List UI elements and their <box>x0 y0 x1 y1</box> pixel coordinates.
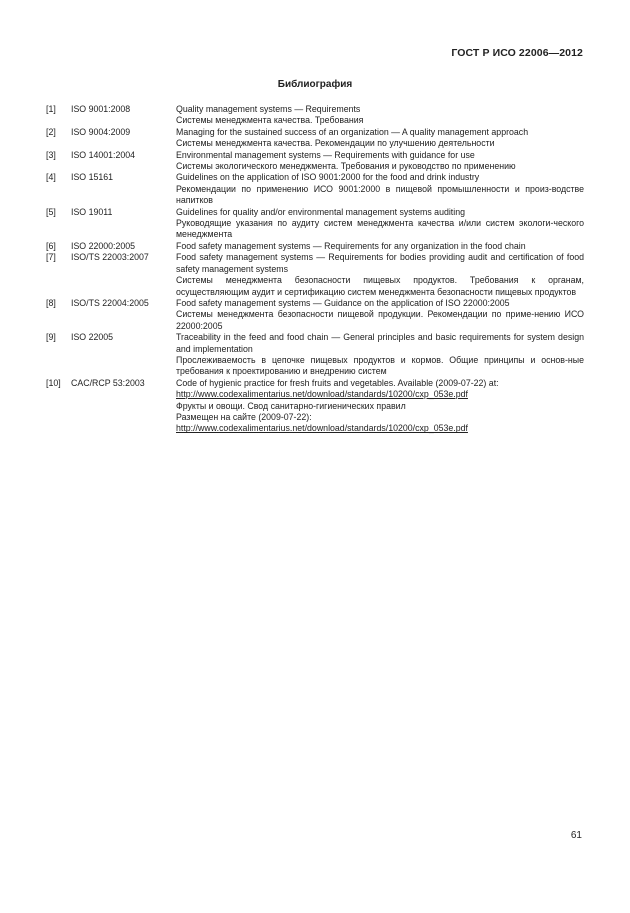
reference-body <box>176 150 584 173</box>
reference-line: Руководящие указания по аудиту систем менеджмента качества и/или систем экологи-ческого менеджмента <box>176 218 584 240</box>
reference-line: Системы менеджмента безопасности пищевой продукции. Рекомендации по приме-нению ИСО 22000:2005 <box>176 309 584 331</box>
reference-item <box>46 172 584 206</box>
reference-line: Managing for the sustained success of an organization — A quality management approach <box>176 126 529 137</box>
reference-body <box>176 127 584 150</box>
reference-line: Food safety management systems — Requirements for bodies providing audit and certification of food safety management systems <box>176 252 584 274</box>
reference-number: [3] <box>46 149 56 160</box>
reference-item <box>46 332 584 378</box>
reference-line: Системы экологического менеджмента. Требования и руководство по применению <box>176 161 516 172</box>
reference-line: Рекомендации по применению ИСО 9001:2000 в пищевой промышленности и произ-водстве напитков <box>176 183 584 206</box>
reference-body <box>176 241 584 252</box>
reference-line: Quality management systems — Requirements <box>176 104 361 114</box>
reference-body <box>176 207 584 241</box>
reference-code: ISO 22005 <box>71 332 114 343</box>
reference-number: [7] <box>46 252 56 263</box>
reference-line: Системы менеджмента качества. Требования <box>176 115 364 126</box>
reference-body <box>176 104 584 127</box>
reference-line: Системы менеджмента безопасности пищевых продуктов. Требования к органам, осуществляющим аудит и сертификацию систем менеджмента безопасности пищевых продуктов <box>176 275 584 297</box>
reference-item <box>46 252 584 298</box>
reference-number: [8] <box>46 297 56 308</box>
reference-line: Системы менеджмента качества. Рекомендации по улучшению деятельности <box>176 138 495 149</box>
reference-number: [4] <box>46 172 56 183</box>
reference-body <box>176 332 584 378</box>
reference-line: Food safety management systems — Requirements for any organization in the food chain <box>176 240 526 251</box>
reference-code: ISO 22000:2005 <box>71 240 136 251</box>
reference-code: ISO/TS 22003:2007 <box>71 252 149 263</box>
reference-code: ISO 9004:2009 <box>71 126 131 137</box>
reference-body <box>176 172 584 206</box>
reference-line: Размещен на сайте (2009-07-22): <box>176 411 312 422</box>
reference-number: [9] <box>46 332 56 343</box>
reference-number: [6] <box>46 240 56 251</box>
reference-item <box>46 207 584 241</box>
reference-code: ISO 14001:2004 <box>71 149 136 160</box>
document-code: ГОСТ Р ИСО 22006—2012 <box>451 47 583 59</box>
reference-line: Guidelines for quality and/or environmental management systems auditing <box>176 206 465 217</box>
reference-body <box>176 252 584 298</box>
reference-code: ISO 15161 <box>71 172 114 183</box>
reference-line: Environmental management systems — Requirements with guidance for use <box>176 149 475 160</box>
reference-list <box>46 104 584 435</box>
reference-item <box>46 127 584 150</box>
page-number: 61 <box>570 830 582 841</box>
reference-item <box>46 150 584 173</box>
reference-line: Guidelines on the application of ISO 9001:2000 for the food and drink industry <box>176 172 480 183</box>
reference-item <box>46 378 584 435</box>
reference-code: ISO 19011 <box>71 206 113 217</box>
reference-code: ISO/TS 22004:2005 <box>71 297 149 308</box>
reference-line: Прослеживаемость в цепочке пищевых продуктов и кормов. Общие принципы и основ-ные требования к проектированию и внедрению систем <box>176 354 584 377</box>
reference-number: [5] <box>46 206 56 217</box>
reference-line: Food safety management systems — Guidance on the application of ISO 22000:2005 <box>176 297 510 308</box>
reference-item <box>46 104 584 127</box>
reference-line: Фрукты и овощи. Свод санитарно-гигиенических правил <box>176 400 406 411</box>
reference-line: Traceability in the feed and food chain — General principles and basic requirements for system design and implementation <box>176 332 584 354</box>
reference-url-link[interactable]: http://www.codexalimentarius.net/download/standards/10200/cxp_053e.pdf <box>176 423 468 434</box>
reference-code: ISO 9001:2008 <box>71 104 131 114</box>
reference-body <box>176 378 584 435</box>
reference-number: [10] <box>46 377 61 388</box>
reference-line: Code of hygienic practice for fresh fruits and vegetables. Available (2009-07-22) at: <box>176 377 499 388</box>
reference-item <box>46 241 584 252</box>
reference-body <box>176 298 584 332</box>
bibliography-title: Библиография <box>277 79 353 90</box>
reference-number: [1] <box>46 104 56 114</box>
reference-url-link[interactable]: http://www.codexalimentarius.net/download/standards/10200/cxp_053e.pdf <box>176 389 468 400</box>
reference-code: CAC/RCP 53:2003 <box>71 377 145 388</box>
reference-item <box>46 298 584 332</box>
reference-number: [2] <box>46 126 56 137</box>
